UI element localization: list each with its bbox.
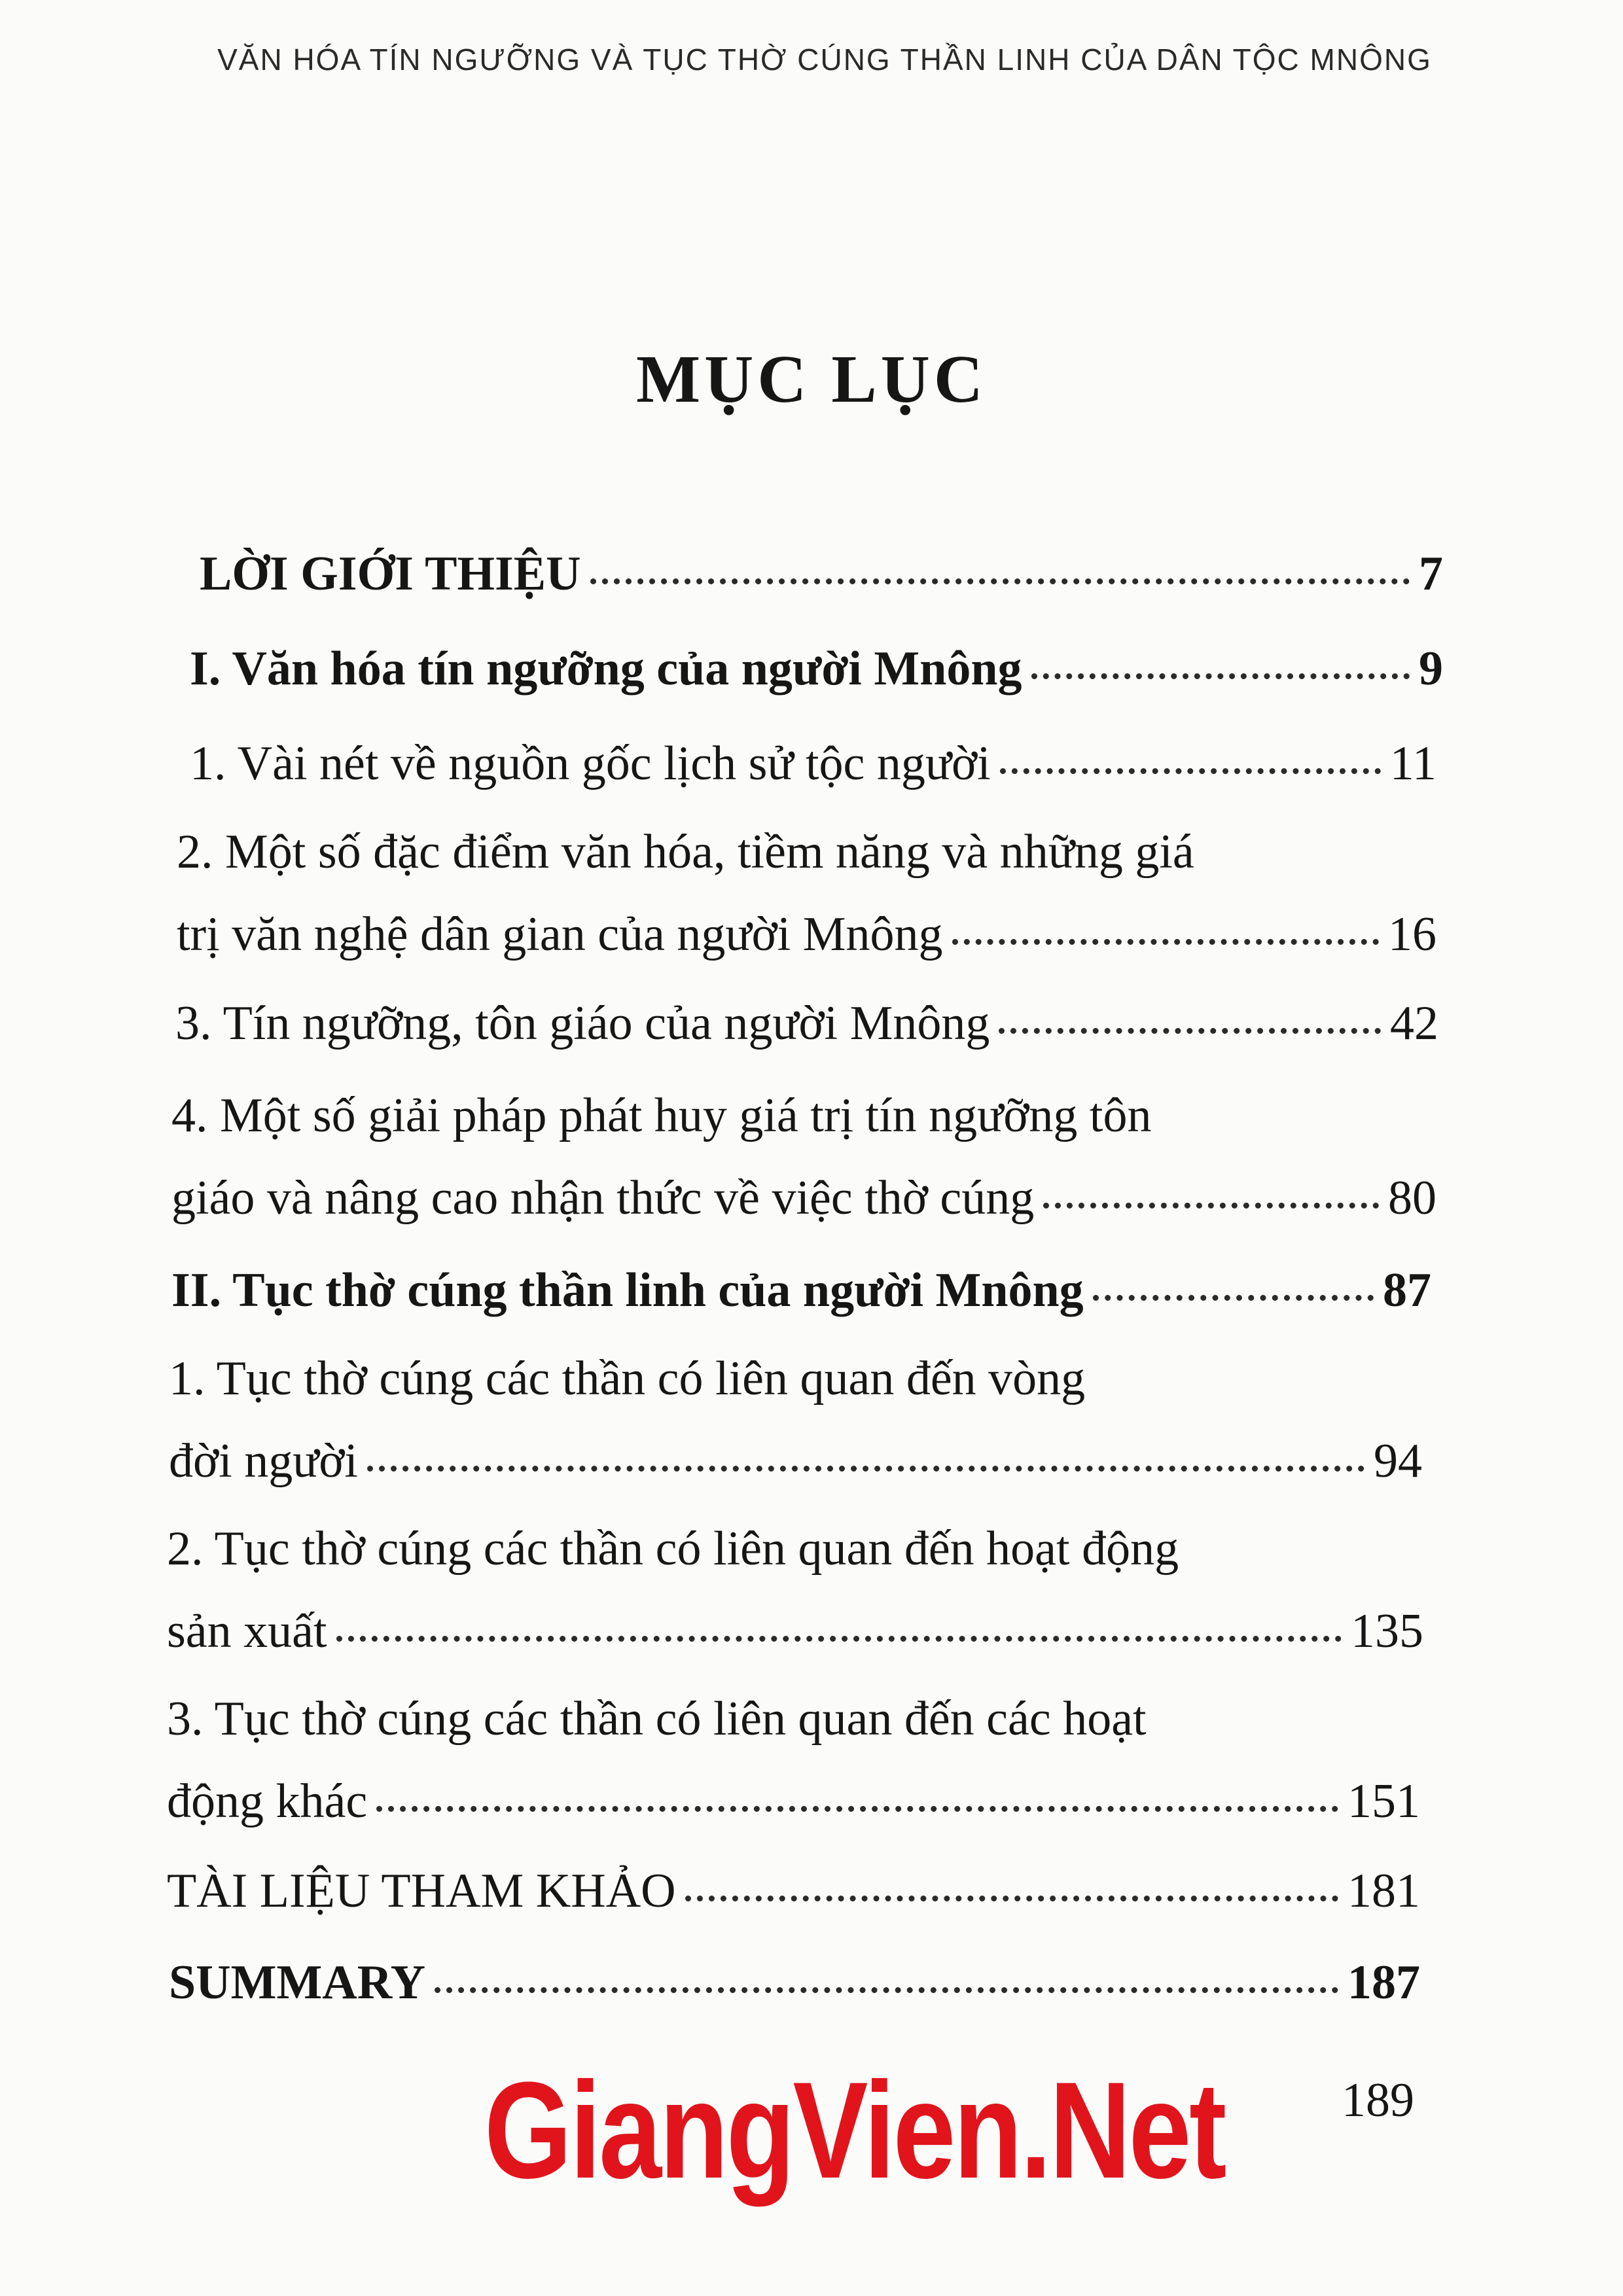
toc-entry-label-line1: 4. Một số giải pháp phát huy giá trị tín ngưỡng tôn	[171, 1089, 1152, 1142]
toc-page-number: 187	[1347, 1956, 1420, 2009]
toc-entry-label: 1. Vài nét về nguồn gốc lịch sử tộc người	[190, 737, 991, 790]
toc-entry-2-1[interactable]	[169, 1352, 1422, 1488]
running-header: VĂN HÓA TÍN NGƯỠNG VÀ TỤC THỜ CÚNG THẦN LINH CỦA DÂN TỘC MNÔNG	[217, 43, 1432, 77]
toc-entry-label-line1: 2. Một số đặc điểm văn hóa, tiềm năng và những giá	[177, 825, 1194, 879]
dot-leader	[376, 1806, 1338, 1812]
toc-entry-label-line2: đời người	[169, 1434, 358, 1488]
dot-leader	[685, 1896, 1338, 1901]
toc-entry-label: 3. Tín ngưỡng, tôn giáo của người Mnông	[175, 997, 990, 1050]
dot-leader	[435, 1987, 1338, 1993]
toc-entry-label-line2: sản xuất	[167, 1604, 327, 1658]
dot-leader	[1031, 673, 1410, 679]
toc-entry-label-line1: 1. Tục thờ cúng các thần có liên quan đến vòng	[169, 1352, 1086, 1405]
page-number: 189	[1342, 2074, 1414, 2127]
dot-leader	[952, 939, 1380, 945]
toc-page-number: 16	[1388, 908, 1436, 961]
toc-entry-part-1[interactable]	[190, 642, 1443, 696]
toc-entry-label-line1: 2. Tục thờ cúng các thần có liên quan đến hoạt động	[167, 1522, 1179, 1576]
dot-leader	[367, 1466, 1364, 1472]
toc-entry-1-1[interactable]	[190, 739, 1436, 788]
toc-page-number: 151	[1347, 1775, 1420, 1828]
toc-entry-1-2[interactable]	[177, 825, 1436, 961]
toc-entry-label-line2: trị văn nghệ dân gian của người Mnông	[177, 908, 943, 961]
toc-entry-label: SUMMARY	[169, 1956, 426, 2009]
watermark-logo: GiangVien.Net	[484, 2053, 1225, 2207]
toc-entry-label: I. Văn hóa tín ngưỡng của người Mnông	[190, 642, 1022, 696]
toc-entry-1-4[interactable]	[171, 1089, 1436, 1225]
toc-page-number: 42	[1390, 997, 1438, 1050]
toc-page-number: 80	[1388, 1171, 1436, 1225]
toc-entry-1-3[interactable]	[175, 999, 1438, 1048]
toc-page-number: 7	[1419, 547, 1443, 601]
dot-leader	[590, 578, 1410, 584]
dot-leader	[999, 1028, 1381, 1034]
toc-page-number: 135	[1351, 1604, 1423, 1658]
toc-entry-label: II. Tục thờ cúng thần linh của người Mnông	[171, 1263, 1084, 1317]
toc-page-number: 11	[1389, 737, 1436, 790]
dot-leader	[1093, 1295, 1374, 1301]
toc-entry-intro[interactable]	[200, 547, 1443, 601]
toc-entry-label: LỜI GIỚI THIỆU	[200, 547, 581, 601]
toc-entry-2-2[interactable]	[167, 1522, 1423, 1658]
toc-entry-summary[interactable]	[169, 1958, 1420, 2007]
toc-page-number: 181	[1347, 1864, 1420, 1918]
dot-leader	[336, 1636, 1342, 1642]
dot-leader	[1000, 768, 1381, 774]
dot-leader	[1043, 1203, 1379, 1209]
page-title: MỤC LỤC	[636, 342, 987, 417]
toc-entry-2-3[interactable]	[167, 1692, 1420, 1828]
toc-entry-references[interactable]	[167, 1864, 1420, 1918]
toc-page-number: 87	[1383, 1263, 1431, 1317]
toc-entry-label-line2: động khác	[167, 1775, 368, 1828]
toc-entry-label: TÀI LIỆU THAM KHẢO	[167, 1864, 676, 1918]
toc-page-number: 94	[1374, 1434, 1422, 1488]
toc-page-number: 9	[1419, 642, 1443, 696]
toc-entry-label-line2: giáo và nâng cao nhận thức về việc thờ cúng	[171, 1171, 1035, 1225]
toc-entry-part-2[interactable]	[171, 1263, 1431, 1317]
toc-entry-label-line1: 3. Tục thờ cúng các thần có liên quan đến các hoạt	[167, 1692, 1147, 1746]
